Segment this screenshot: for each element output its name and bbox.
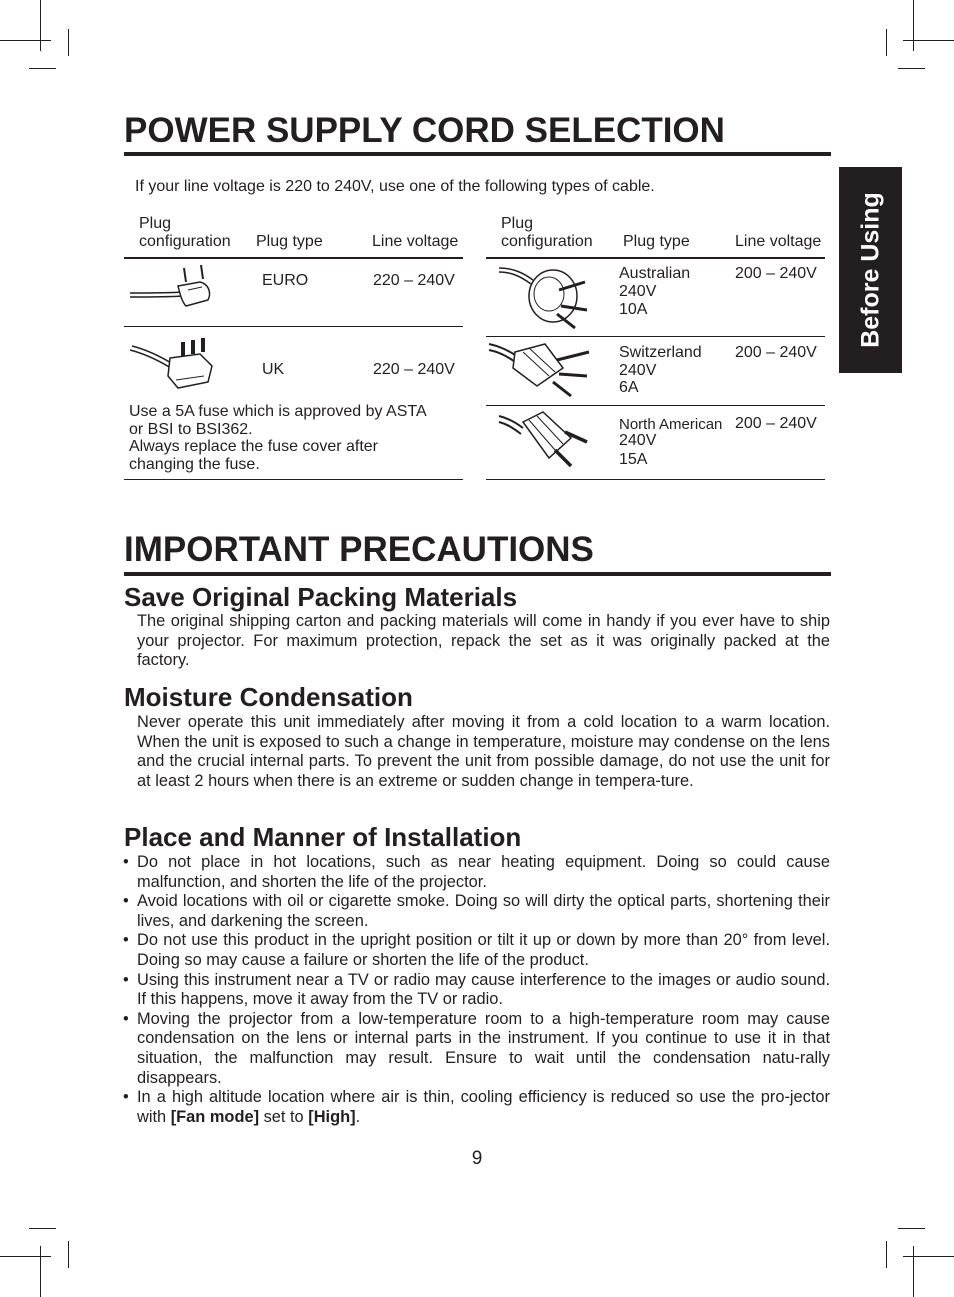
table-rule bbox=[486, 257, 825, 259]
plug-rating: 10A bbox=[619, 301, 648, 318]
crop-mark bbox=[29, 68, 56, 69]
plug-rating: 15A bbox=[619, 451, 648, 468]
plug-type: Switzerland bbox=[619, 344, 702, 361]
crop-mark bbox=[886, 29, 887, 56]
table-rule bbox=[486, 405, 825, 406]
list-item: • Avoid locations with oil or cigarette smoke. Doing so will dirty the optical parts, shortening their lives, and darkening the screen. bbox=[123, 892, 830, 930]
table-rule bbox=[486, 336, 825, 337]
crop-mark bbox=[0, 40, 51, 41]
title-rule bbox=[124, 152, 831, 156]
plug-type: EURO bbox=[262, 272, 309, 289]
section-text: The original shipping carton and packing materials will come in handy if you ever have to ship your projector. For maximum protection, repack the set as it was originally packed at the factory. bbox=[137, 612, 830, 670]
crop-mark bbox=[40, 0, 41, 51]
header-line-voltage: Line voltage bbox=[735, 233, 822, 250]
header-config-line-2: configuration bbox=[139, 233, 231, 250]
plug-type: Australian bbox=[619, 265, 691, 282]
uk-plug-icon bbox=[128, 336, 223, 391]
plug-rating: 6A bbox=[619, 379, 639, 396]
crop-mark bbox=[898, 68, 925, 69]
north-american-plug-icon bbox=[497, 410, 597, 472]
list-item: • In a high altitude location where air is thin, cooling efficiency is reduced so use the pro-jector with [Fan mode] set to [High]. bbox=[123, 1088, 830, 1126]
crop-mark bbox=[886, 1241, 887, 1268]
section-tab-label: Before Using bbox=[856, 192, 884, 348]
crop-mark bbox=[898, 1228, 925, 1229]
line-voltage: 200 – 240V bbox=[735, 344, 817, 361]
line-voltage: 220 – 240V bbox=[373, 361, 455, 378]
list-item: • Do not place in hot locations, such as near heating equipment. Doing so could cause malfunction, and shorten the life of the projector. bbox=[123, 853, 830, 891]
plug-rating: 240V bbox=[619, 283, 657, 300]
section-text: Never operate this unit immediately after moving it from a cold location to a warm location. When the unit is exposed to such a change in temperature, moisture may condense on the lens and the crucial internal parts. To prevent the unit from possible damage, do not use the unit for at least 2 hours when there is an extreme or sudden change in tempera-ture. bbox=[137, 713, 830, 790]
plug-type: North American bbox=[619, 416, 723, 433]
plug-type: UK bbox=[262, 361, 285, 378]
header-plug-type: Plug type bbox=[623, 233, 690, 250]
table-rule bbox=[124, 257, 463, 259]
crop-mark bbox=[913, 1246, 914, 1297]
switzerland-plug-icon bbox=[487, 338, 599, 400]
line-voltage: 200 – 240V bbox=[735, 265, 817, 282]
precautions-title: IMPORTANT PRECAUTIONS bbox=[124, 530, 594, 569]
crop-mark bbox=[903, 1256, 954, 1257]
header-plug-type: Plug type bbox=[256, 233, 323, 250]
fuse-note-line: Always replace the fuse cover after bbox=[129, 438, 379, 455]
line-voltage: 200 – 240V bbox=[735, 415, 817, 432]
plug-rating: 240V bbox=[619, 432, 657, 449]
crop-mark bbox=[68, 29, 69, 56]
list-item: • Moving the projector from a low-temperature room to a high-temperature room may cause condensation on the lens or internal parts in the instrument. If you continue to use it in that situation, the malfunction may result. Ensure to wait until the condensation natu-rally disappears. bbox=[123, 1009, 830, 1087]
fuse-note-line: changing the fuse. bbox=[129, 456, 260, 473]
header-line-voltage: Line voltage bbox=[372, 233, 459, 250]
list-item: • Do not use this product in the upright position or tilt it up or down by more than 20° from level. Doing so may cause a failure or shorten the life of the product. bbox=[123, 931, 830, 969]
table-rule bbox=[486, 479, 825, 480]
page-number: 9 bbox=[471, 1148, 483, 1169]
plug-rating: 240V bbox=[619, 362, 657, 379]
crop-mark bbox=[903, 40, 954, 41]
crop-mark bbox=[29, 1228, 56, 1229]
list-item: • Using this instrument near a TV or radio may cause interference to the images or audio sound. If this happens, move it away from the TV or radio. bbox=[123, 970, 830, 1009]
fuse-note-line: or BSI to BSI362. bbox=[129, 421, 253, 438]
power-title: POWER SUPPLY CORD SELECTION bbox=[124, 111, 725, 150]
header-config-line-1: Plug bbox=[501, 215, 534, 232]
title-rule bbox=[124, 572, 831, 576]
australian-plug-icon bbox=[497, 260, 597, 332]
fuse-note-line: Use a 5A fuse which is approved by ASTA bbox=[129, 403, 427, 420]
power-intro: If your line voltage is 220 to 240V, use one of the following types of cable. bbox=[135, 178, 655, 195]
fan-mode-term: [Fan mode] bbox=[170, 1107, 260, 1126]
table-rule bbox=[124, 479, 463, 480]
header-config-line-2: configuration bbox=[501, 233, 593, 250]
line-voltage: 220 – 240V bbox=[373, 272, 455, 289]
high-term: [High] bbox=[308, 1107, 356, 1126]
section-heading: Place and Manner of Installation bbox=[124, 822, 522, 852]
installation-list bbox=[123, 853, 830, 1127]
euro-plug-icon bbox=[128, 262, 218, 312]
header-config-line-1: Plug bbox=[139, 215, 172, 232]
table-rule bbox=[124, 326, 463, 327]
crop-mark bbox=[0, 1256, 51, 1257]
crop-mark bbox=[40, 1246, 41, 1297]
crop-mark bbox=[68, 1241, 69, 1268]
section-heading: Moisture Condensation bbox=[124, 682, 413, 712]
crop-mark bbox=[913, 0, 914, 51]
section-heading: Save Original Packing Materials bbox=[124, 582, 518, 612]
